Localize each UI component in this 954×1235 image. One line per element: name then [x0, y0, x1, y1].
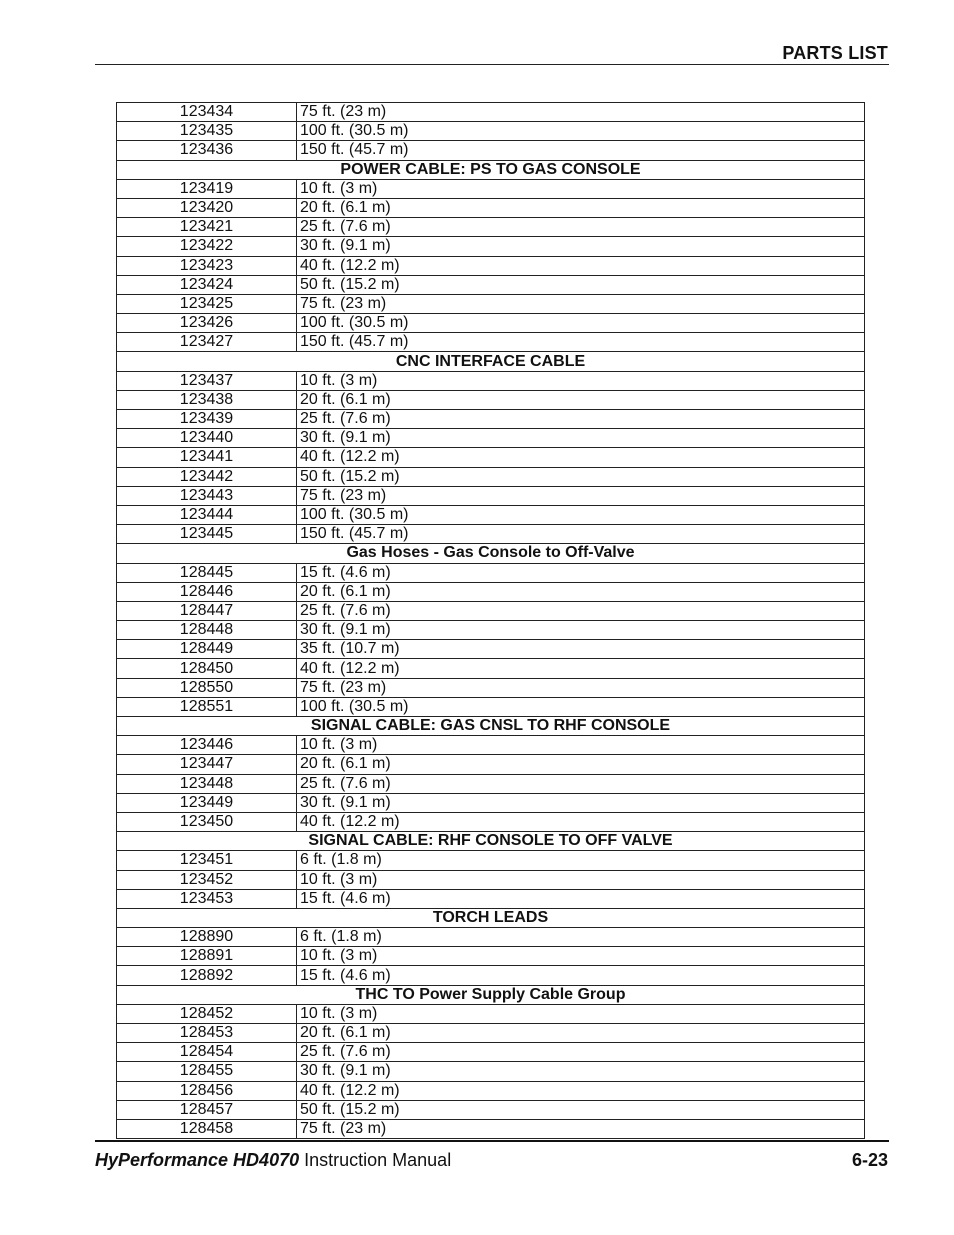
part-number: 123441: [117, 448, 297, 467]
part-description: 30 ft. (9.1 m): [297, 1062, 865, 1081]
part-description: 100 ft. (30.5 m): [297, 505, 865, 524]
part-description: 20 ft. (6.1 m): [297, 582, 865, 601]
part-number: 123450: [117, 812, 297, 831]
part-description: 75 ft. (23 m): [297, 486, 865, 505]
part-description: 30 ft. (9.1 m): [297, 429, 865, 448]
table-row: [117, 812, 865, 831]
part-description: 30 ft. (9.1 m): [297, 621, 865, 640]
table-row: [117, 697, 865, 716]
part-number: 123449: [117, 793, 297, 812]
part-description: 10 ft. (3 m): [297, 1004, 865, 1023]
part-description: 10 ft. (3 m): [297, 736, 865, 755]
table-row: [117, 1043, 865, 1062]
part-description: 100 ft. (30.5 m): [297, 122, 865, 141]
part-description: 75 ft. (23 m): [297, 1119, 865, 1138]
footer-manual-title: [95, 1150, 451, 1171]
part-number: 123440: [117, 429, 297, 448]
table-row: [117, 966, 865, 985]
table-row: [117, 1119, 865, 1138]
part-description: 6 ft. (1.8 m): [297, 851, 865, 870]
table-row: [117, 275, 865, 294]
part-description: 25 ft. (7.6 m): [297, 218, 865, 237]
table-row: [117, 390, 865, 409]
part-description: 25 ft. (7.6 m): [297, 774, 865, 793]
part-number: 128458: [117, 1119, 297, 1138]
part-number: 123448: [117, 774, 297, 793]
table-row: [117, 505, 865, 524]
part-description: 100 ft. (30.5 m): [297, 697, 865, 716]
part-description: 40 ft. (12.2 m): [297, 659, 865, 678]
table-row: [117, 179, 865, 198]
part-number: 123437: [117, 371, 297, 390]
section-title: POWER CABLE: PS TO GAS CONSOLE: [117, 160, 865, 179]
table-row: [117, 678, 865, 697]
part-description: 75 ft. (23 m): [297, 678, 865, 697]
table-row: [117, 256, 865, 275]
part-description: 40 ft. (12.2 m): [297, 812, 865, 831]
part-number: 128454: [117, 1043, 297, 1062]
part-description: 30 ft. (9.1 m): [297, 793, 865, 812]
part-number: 123425: [117, 294, 297, 313]
part-number: 128445: [117, 563, 297, 582]
table-row: [117, 582, 865, 601]
part-description: 20 ft. (6.1 m): [297, 755, 865, 774]
table-row: [117, 1004, 865, 1023]
part-number: 128892: [117, 966, 297, 985]
table-row: [117, 448, 865, 467]
part-number: 123421: [117, 218, 297, 237]
part-number: 123424: [117, 275, 297, 294]
part-description: 20 ft. (6.1 m): [297, 390, 865, 409]
table-row: [117, 563, 865, 582]
part-description: 10 ft. (3 m): [297, 371, 865, 390]
part-description: 30 ft. (9.1 m): [297, 237, 865, 256]
table-row: [117, 294, 865, 313]
table-row: [117, 736, 865, 755]
section-title: SIGNAL CABLE: GAS CNSL TO RHF CONSOLE: [117, 717, 865, 736]
footer-manual-label: Instruction Manual: [299, 1150, 452, 1170]
table-row: [117, 755, 865, 774]
part-description: 150 ft. (45.7 m): [297, 333, 865, 352]
part-description: 25 ft. (7.6 m): [297, 410, 865, 429]
table-row: [117, 947, 865, 966]
part-description: 10 ft. (3 m): [297, 870, 865, 889]
table-row: [117, 870, 865, 889]
part-number: 123451: [117, 851, 297, 870]
part-number: 123453: [117, 889, 297, 908]
part-description: 40 ft. (12.2 m): [297, 1081, 865, 1100]
table-row: [117, 793, 865, 812]
table-row: [117, 486, 865, 505]
part-description: 10 ft. (3 m): [297, 179, 865, 198]
part-number: 128449: [117, 640, 297, 659]
section-header-row: [117, 544, 865, 563]
part-number: 128550: [117, 678, 297, 697]
section-header-row: [117, 352, 865, 371]
table-row: [117, 371, 865, 390]
part-description: 20 ft. (6.1 m): [297, 198, 865, 217]
part-number: 123435: [117, 122, 297, 141]
part-description: 75 ft. (23 m): [297, 103, 865, 122]
part-number: 128447: [117, 601, 297, 620]
part-description: 15 ft. (4.6 m): [297, 966, 865, 985]
part-number: 123442: [117, 467, 297, 486]
section-title: CNC INTERFACE CABLE: [117, 352, 865, 371]
footer-rule: [95, 1140, 889, 1142]
section-header-row: [117, 160, 865, 179]
table-row: [117, 410, 865, 429]
section-title: SIGNAL CABLE: RHF CONSOLE TO OFF VALVE: [117, 832, 865, 851]
part-number: 128890: [117, 928, 297, 947]
table-row: [117, 467, 865, 486]
part-number: 128448: [117, 621, 297, 640]
table-row: [117, 659, 865, 678]
table-row: [117, 621, 865, 640]
parts-table: [116, 102, 865, 1139]
part-description: 25 ft. (7.6 m): [297, 1043, 865, 1062]
header-rule: [95, 64, 889, 65]
part-description: 50 ft. (15.2 m): [297, 275, 865, 294]
table-row: [117, 429, 865, 448]
table-row: [117, 1062, 865, 1081]
footer-brand: HyPerformance HD4070: [95, 1150, 300, 1170]
part-description: 150 ft. (45.7 m): [297, 525, 865, 544]
part-number: 128551: [117, 697, 297, 716]
page-number: 6-23: [851, 1150, 888, 1170]
part-number: 128446: [117, 582, 297, 601]
parts-table-body: [117, 103, 865, 1139]
part-description: 15 ft. (4.6 m): [297, 563, 865, 582]
part-number: 128456: [117, 1081, 297, 1100]
page-section-title: PARTS LIST: [782, 43, 888, 63]
part-description: 150 ft. (45.7 m): [297, 141, 865, 160]
part-number: 128452: [117, 1004, 297, 1023]
part-number: 123423: [117, 256, 297, 275]
table-row: [117, 928, 865, 947]
part-description: 10 ft. (3 m): [297, 947, 865, 966]
part-number: 128453: [117, 1024, 297, 1043]
table-row: [117, 141, 865, 160]
part-description: 100 ft. (30.5 m): [297, 314, 865, 333]
part-description: 35 ft. (10.7 m): [297, 640, 865, 659]
part-number: 123439: [117, 410, 297, 429]
part-number: 123445: [117, 525, 297, 544]
table-row: [117, 889, 865, 908]
part-number: 123444: [117, 505, 297, 524]
part-number: 123447: [117, 755, 297, 774]
table-row: [117, 774, 865, 793]
table-row: [117, 103, 865, 122]
table-row: [117, 601, 865, 620]
part-number: 128455: [117, 1062, 297, 1081]
part-description: 25 ft. (7.6 m): [297, 601, 865, 620]
part-number: 128457: [117, 1100, 297, 1119]
part-number: 123443: [117, 486, 297, 505]
part-description: 20 ft. (6.1 m): [297, 1024, 865, 1043]
table-row: [117, 851, 865, 870]
part-number: 123419: [117, 179, 297, 198]
part-number: 128450: [117, 659, 297, 678]
part-description: 40 ft. (12.2 m): [297, 256, 865, 275]
part-description: 15 ft. (4.6 m): [297, 889, 865, 908]
part-number: 128891: [117, 947, 297, 966]
part-description: 50 ft. (15.2 m): [297, 467, 865, 486]
table-row: [117, 122, 865, 141]
table-row: [117, 1100, 865, 1119]
part-number: 123452: [117, 870, 297, 889]
part-description: 50 ft. (15.2 m): [297, 1100, 865, 1119]
section-title: Gas Hoses - Gas Console to Off-Valve: [117, 544, 865, 563]
part-number: 123438: [117, 390, 297, 409]
table-row: [117, 237, 865, 256]
part-number: 123436: [117, 141, 297, 160]
table-row: [117, 333, 865, 352]
part-number: 123434: [117, 103, 297, 122]
table-row: [117, 314, 865, 333]
table-row: [117, 1024, 865, 1043]
part-description: 75 ft. (23 m): [297, 294, 865, 313]
section-title: THC TO Power Supply Cable Group: [117, 985, 865, 1004]
table-row: [117, 1081, 865, 1100]
part-number: 123427: [117, 333, 297, 352]
part-description: 6 ft. (1.8 m): [297, 928, 865, 947]
table-row: [117, 640, 865, 659]
section-header-row: [117, 717, 865, 736]
table-row: [117, 218, 865, 237]
part-number: 123420: [117, 198, 297, 217]
section-header-row: [117, 908, 865, 927]
table-row: [117, 525, 865, 544]
table-row: [117, 198, 865, 217]
part-number: 123446: [117, 736, 297, 755]
section-header-row: [117, 832, 865, 851]
part-number: 123426: [117, 314, 297, 333]
section-title: TORCH LEADS: [117, 908, 865, 927]
part-description: 40 ft. (12.2 m): [297, 448, 865, 467]
section-header-row: [117, 985, 865, 1004]
part-number: 123422: [117, 237, 297, 256]
